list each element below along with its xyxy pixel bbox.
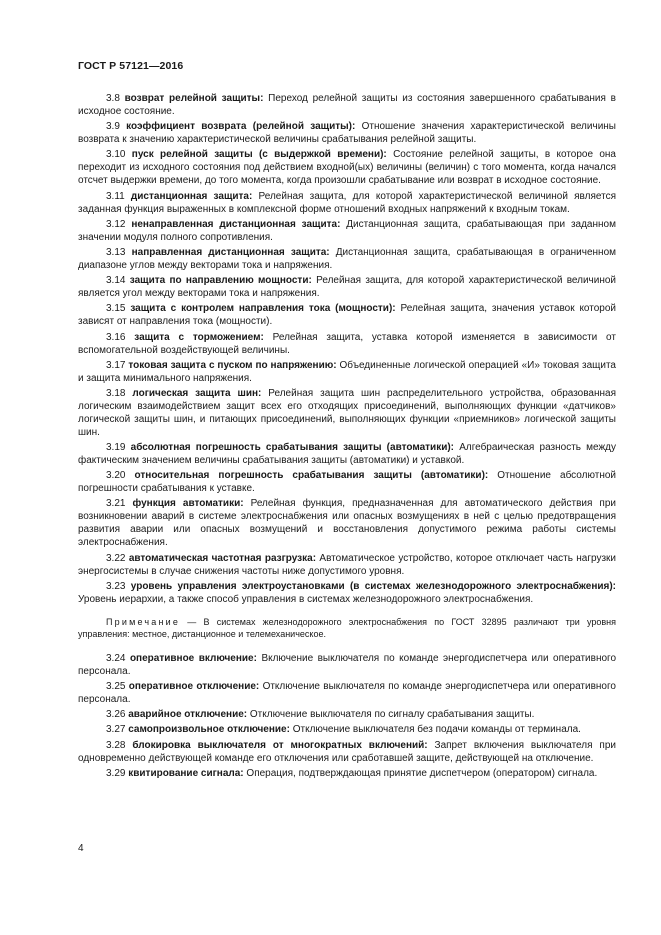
term-definition-3-12	[78, 218, 616, 244]
term-number: 3.28	[106, 739, 126, 751]
term-title: оперативное отключение:	[128, 681, 260, 692]
term-definition-3-22	[78, 552, 616, 578]
term-number: 3.21	[106, 498, 126, 510]
term-text: Дистанционная защита, срабатывающая при заданном значении модуля полного сопротивления.	[78, 218, 616, 243]
page-number: 4	[78, 843, 84, 854]
term-list-before-note	[78, 92, 616, 606]
document-header: ГОСТ Р 57121—2016	[78, 60, 184, 72]
term-title: направленная дистанционная защита:	[131, 246, 330, 258]
term-definition-3-24	[78, 652, 616, 678]
term-text: Релейная защита, значения уставок которой зависят от направления тока (мощности).	[78, 303, 617, 328]
term-definition-3-25	[78, 680, 616, 706]
term-definition-3-23	[78, 580, 616, 606]
term-text: Переход релейной защиты из состояния завершенного срабатывания в исходное состояние.	[78, 93, 616, 117]
term-number: 3.24	[106, 652, 126, 664]
term-title: оперативное включение:	[129, 652, 257, 664]
term-definition-3-8	[78, 92, 616, 118]
term-text: Автоматическое устройство, которое отключает часть нагрузки энергосистемы в случае снижения частоты ниже допустимого уровня.	[78, 552, 617, 577]
term-text: Алгебраическая разность между фактическим значением величины срабатывания защиты (автоматики) и уставкой.	[78, 442, 616, 467]
term-text: Отношение абсолютной погрешности срабатывания к уставке.	[78, 470, 617, 495]
term-definition-3-27	[78, 723, 616, 736]
term-text: Релейная защита, для которой характеристической величиной является заданная функция выраженных в комплексной форме отношений входных напряжений к входным токам.	[78, 190, 616, 215]
term-text: Релейная функция, предназначенная для автоматического действия при возникновении аварий в системе электроснабжения или опасных возмущениях в ней с целью предотвращения развития аварии или опасных возмущений и восстановления допустимого режима работы системы электроснабжения.	[78, 498, 616, 549]
term-title: токовая защита с пуском по напряжению:	[128, 359, 337, 371]
term-number: 3.23	[106, 580, 126, 592]
term-number: 3.19	[106, 442, 126, 454]
term-title: функция автоматики:	[132, 498, 244, 510]
term-definition-3-14	[78, 274, 616, 300]
note-paragraph	[78, 616, 616, 640]
term-number: 3.11	[106, 190, 125, 202]
term-definition-3-13	[78, 246, 616, 272]
term-number: 3.25	[106, 681, 126, 692]
term-text: Запрет включения выключателя при одновременно действующей команде его отключения или сработавшей защите, действующей на отключение.	[78, 739, 616, 764]
term-text: Дистанционная защита, срабатывающая в ограниченном диапазоне углов между векторами тока и напряжения.	[78, 246, 617, 271]
term-number: 3.16	[106, 331, 126, 343]
term-definition-3-29	[78, 767, 616, 780]
term-number: 3.27	[106, 724, 126, 736]
term-text: Уровень иерархии, а также способ управления в системах железнодорожного электроснабжения.	[78, 593, 534, 605]
term-number: 3.13	[106, 246, 126, 258]
term-title: самопроизвольное отключение:	[128, 724, 290, 736]
term-definition-3-10	[78, 148, 616, 187]
term-number: 3.26	[106, 709, 126, 721]
term-text: Включение выключателя по команде энергодиспетчера или оперативного персонала.	[78, 652, 617, 677]
term-definition-3-19	[78, 441, 616, 467]
term-text: Релейная защита шин распределительного устройства, образованная логическим взаимодействием защит всех его отходящих присоединений, выполняющих функции «датчиков» логической защиты шин, и питающих присоединений, выполняющих функции «приемников» логической защиты шин.	[78, 387, 617, 438]
term-title: аварийное отключение:	[128, 709, 248, 721]
term-number: 3.20	[106, 470, 126, 482]
term-title: блокировка выключателя от многократных включений:	[132, 739, 428, 751]
term-text: Состояние релейной защиты, в которое она переходит из исходного состояния под действием входной(ых) величины (величин) с того момента, когда начался отсчет выдержки времени, до того момента, когда произошли срабатывание или возврат в исходное состояние.	[78, 149, 616, 187]
term-text: Релейная защита, для которой характеристической величиной является угол между векторами тока и напряжения.	[78, 275, 617, 300]
term-definition-3-28	[78, 739, 616, 765]
note-text: — В системах железнодорожного электроснабжения по ГОСТ 32895 различают три уровня управления: местное, дистанционное и телемеханическое.	[78, 616, 616, 639]
term-text: Отношение значения характеристической величины возврата к значению характеристической величины срабатывания релейной защиты.	[78, 121, 616, 146]
term-number: 3.22	[106, 552, 126, 564]
term-text: Операция, подтверждающая принятие диспетчером (оператором) сигнала.	[246, 767, 598, 779]
term-list-after-note	[78, 652, 616, 780]
term-definition-3-9	[78, 120, 616, 146]
term-title: квитирование сигнала:	[128, 767, 244, 779]
term-title: абсолютная погрешность срабатывания защиты (автоматики):	[130, 442, 455, 454]
term-number: 3.17	[106, 359, 126, 371]
term-number: 3.12	[106, 218, 126, 230]
term-title: уровень управления электроустановками (в системах железнодорожного электроснабжения):	[130, 580, 616, 592]
term-definition-3-15	[78, 302, 616, 328]
term-title: коэффициент возврата (релейной защиты):	[126, 121, 356, 133]
term-definition-3-17	[78, 359, 616, 385]
term-title: защита с контролем направления тока (мощности):	[130, 303, 396, 315]
term-number: 3.29	[106, 767, 126, 779]
term-number: 3.15	[106, 303, 126, 315]
term-title: логическая защита шин:	[132, 387, 262, 399]
term-title: дистанционная защита:	[130, 190, 253, 202]
term-title: пуск релейной защиты (с выдержкой времени):	[131, 149, 387, 161]
term-definition-3-16	[78, 331, 616, 357]
term-definition-3-20	[78, 469, 616, 495]
term-title: возврат релейной защиты:	[124, 93, 264, 104]
term-title: защита с торможением:	[134, 331, 264, 343]
term-number: 3.9	[106, 121, 120, 133]
term-number: 3.10	[106, 149, 126, 161]
document-body	[78, 92, 616, 782]
note-label: Примечание	[106, 616, 181, 627]
term-text: Отключение выключателя по команде энергодиспетчера или оперативного персонала.	[78, 681, 616, 705]
term-number: 3.14	[106, 275, 126, 287]
term-title: автоматическая частотная разгрузка:	[128, 552, 317, 564]
term-number: 3.8	[106, 93, 120, 104]
term-definition-3-11	[78, 190, 616, 216]
term-text: Объединенные логической операцией «И» токовая защита и защита минимального напряжения.	[78, 359, 616, 384]
term-definition-3-26	[78, 708, 616, 721]
term-title: ненаправленная дистанционная защита:	[131, 218, 341, 230]
term-title: относительная погрешность срабатывания защиты (автоматики):	[134, 470, 489, 482]
term-definition-3-18	[78, 387, 616, 439]
term-text: Релейная защита, уставка которой изменяется в зависимости от вспомогательной воздействующей величины.	[78, 331, 616, 356]
term-definition-3-21	[78, 497, 616, 549]
term-text: Отключение выключателя без подачи команды от терминала.	[292, 724, 581, 736]
term-text: Отключение выключателя по сигналу срабатывания защиты.	[249, 709, 535, 721]
term-number: 3.18	[106, 387, 126, 399]
term-title: защита по направлению мощности:	[129, 275, 312, 287]
